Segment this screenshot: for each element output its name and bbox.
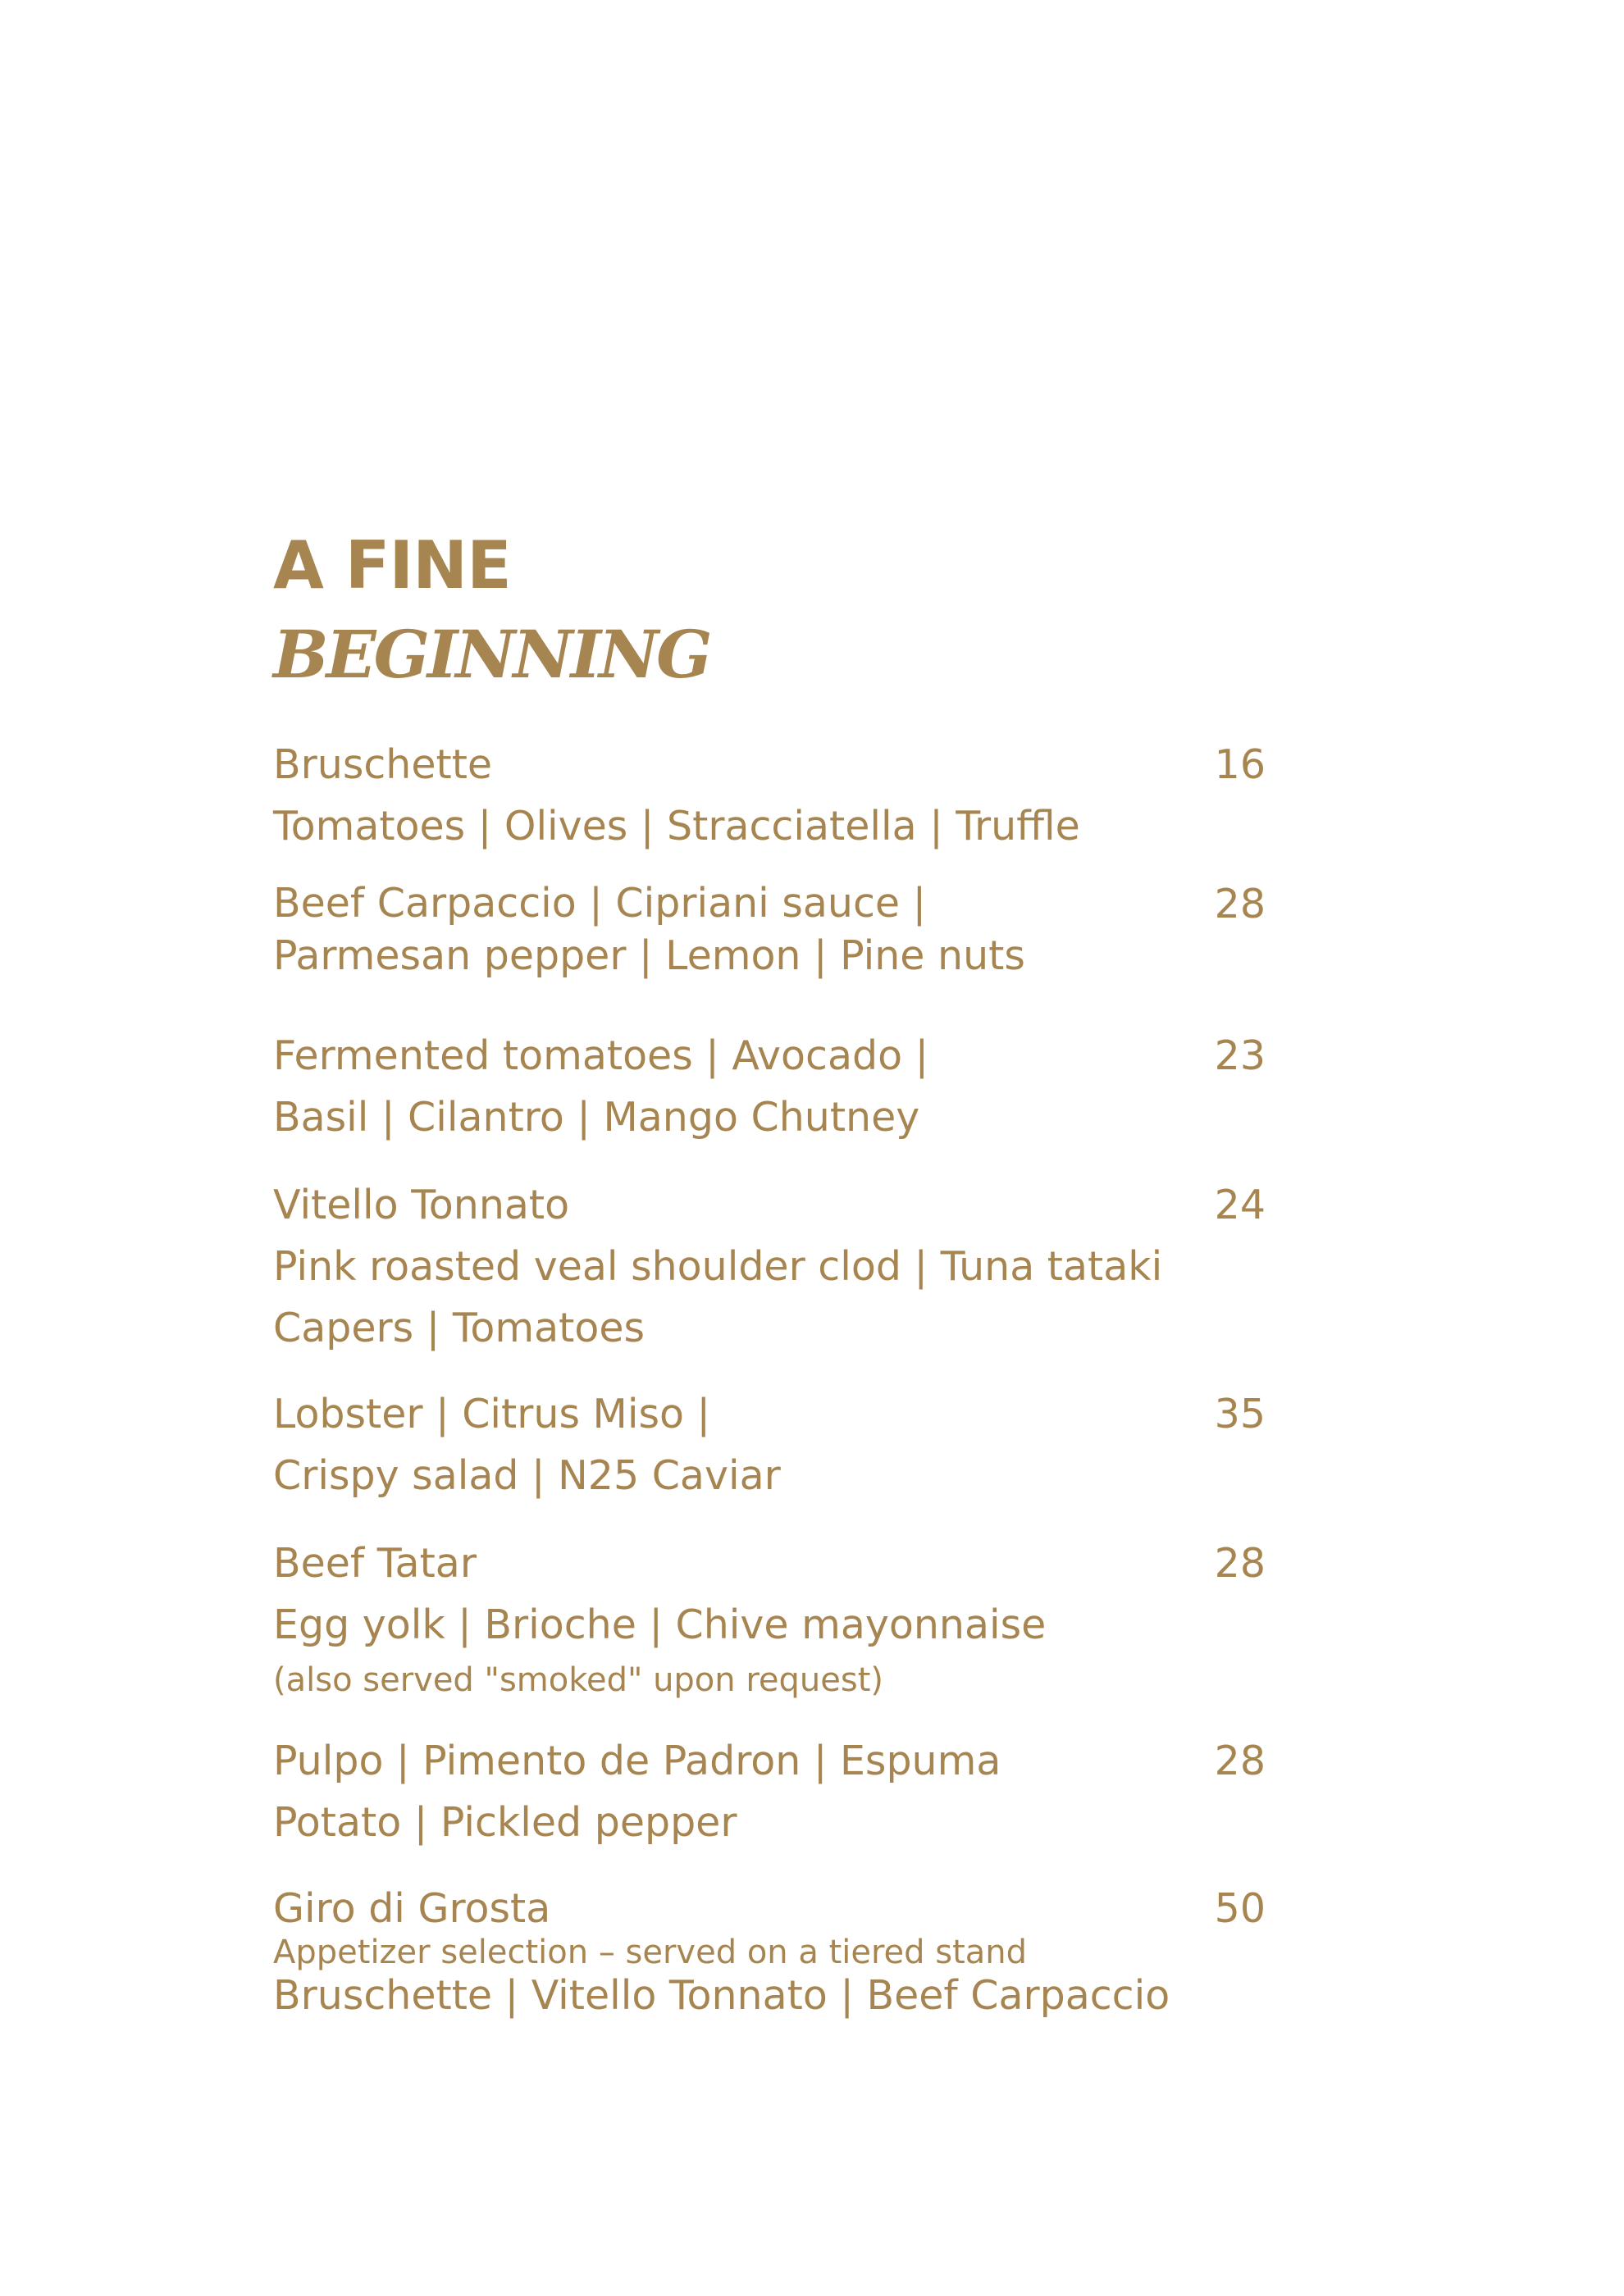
item-price: 50 <box>1214 1885 1266 1932</box>
menu-item-bruschette <box>273 734 1266 857</box>
item-price: 28 <box>1214 881 1266 927</box>
item-name: Fermented tomatoes | Avocado | <box>273 1032 929 1079</box>
item-name: Pulpo | Pimento de Padron | Espuma <box>273 1738 1001 1784</box>
item-description: Potato | Pickled pepper <box>273 1799 737 1846</box>
item-price: 24 <box>1214 1182 1266 1228</box>
item-name: Bruschette <box>273 741 493 788</box>
menu-item-fermented-tomatoes <box>273 1025 1266 1148</box>
menu-item-lobster <box>273 1383 1266 1506</box>
item-description: Capers | Tomatoes <box>273 1305 645 1351</box>
item-name: Lobster | Citrus Miso | <box>273 1391 711 1437</box>
item-note: (also served "smoked" upon request) <box>273 1661 884 1699</box>
menu-title-italic: BEGINNING <box>273 616 710 693</box>
item-description: Basil | Cilantro | Mango Chutney <box>273 1094 920 1141</box>
item-note: Appetizer selection – served on a tiered stand <box>273 1934 1028 1971</box>
item-price: 28 <box>1214 1738 1266 1784</box>
item-name: Beef Tatar <box>273 1540 477 1587</box>
item-price: 35 <box>1214 1391 1266 1437</box>
item-description: Tomatoes | Olives | Stracciatella | Truffle <box>273 803 1080 850</box>
item-name: Vitello Tonnato <box>273 1182 570 1228</box>
item-description: Egg yolk | Brioche | Chive mayonnaise <box>273 1601 1047 1648</box>
item-description: Bruschette | Vitello Tonnato | Beef Carpaccio <box>273 1972 1170 2019</box>
item-description: Pink roasted veal shoulder clod | Tuna tataki <box>273 1243 1163 1290</box>
item-name: Giro di Grosta <box>273 1885 551 1932</box>
item-name: Beef Carpaccio | Cipriani sauce | <box>273 880 927 927</box>
menu-item-giro-di-grosta <box>273 1886 1266 2019</box>
menu-item-beef-tatar <box>273 1533 1266 1705</box>
item-price: 23 <box>1214 1032 1266 1079</box>
item-description: Crispy salad | N25 Caviar <box>273 1452 781 1499</box>
item-price: 28 <box>1214 1540 1266 1587</box>
menu-item-pulpo <box>273 1730 1266 1853</box>
item-price: 16 <box>1214 741 1266 788</box>
menu-title-bold: A FINE <box>273 527 511 604</box>
menu-item-beef-carpaccio <box>273 877 1266 982</box>
menu-item-vitello-tonnato <box>273 1174 1266 1359</box>
item-description: Parmesan pepper | Lemon | Pine nuts <box>273 932 1025 979</box>
